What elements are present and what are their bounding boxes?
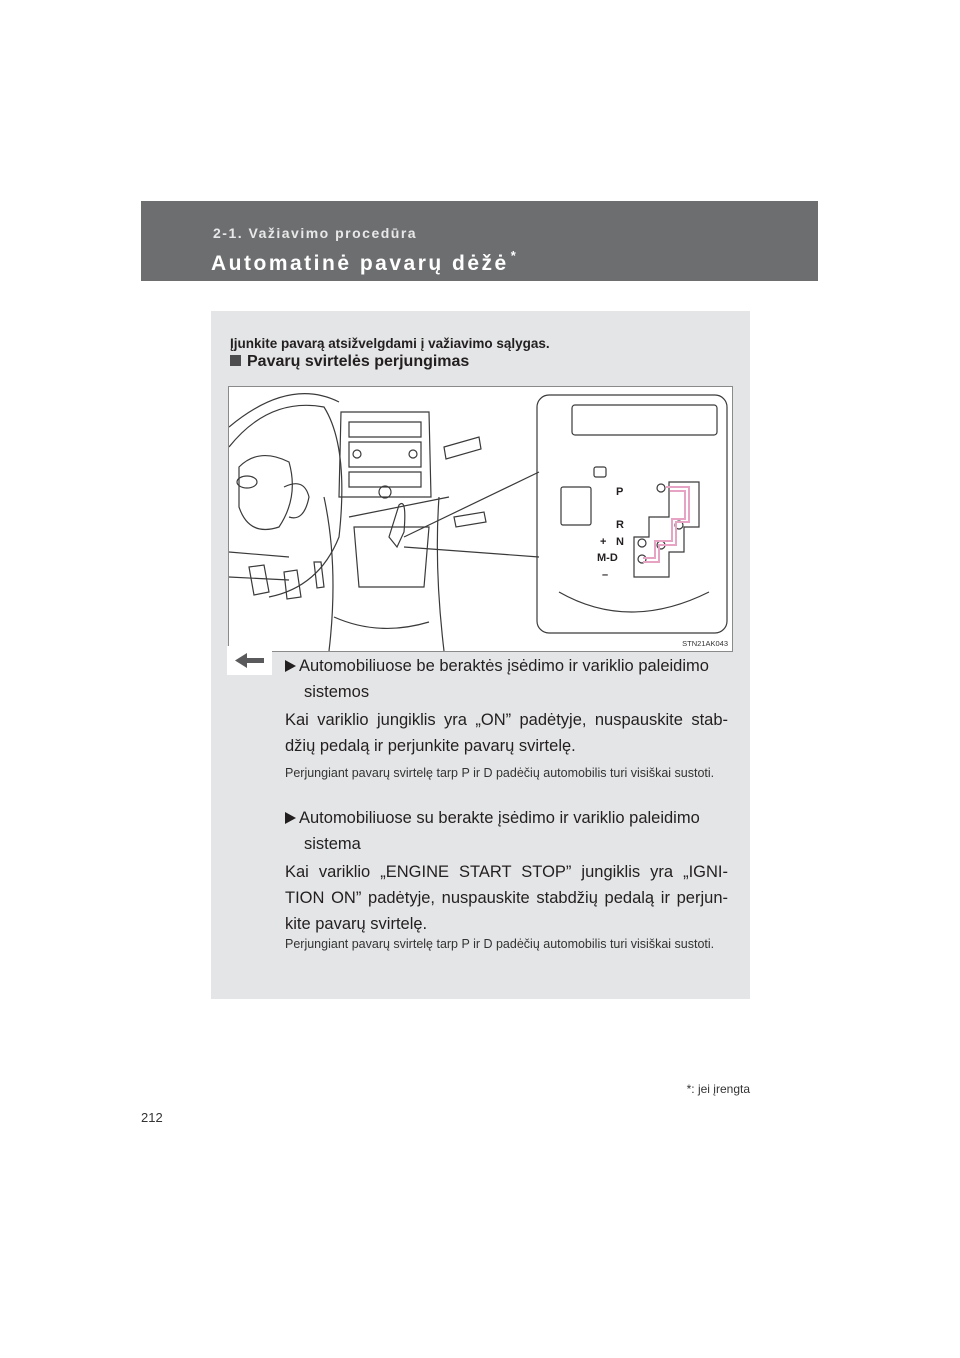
figure-code: STN21AK043 — [682, 639, 728, 648]
optional-mark: * — [510, 248, 519, 263]
note-text-1: Perjungiant pavarų svirtelę tarp P ir D padėčių automobilis turi visiškai sustoti. — [285, 766, 715, 780]
section-label: 2-1. Važiavimo procedūra — [213, 225, 418, 241]
subheading: Pavarų svirtelės perjungimas — [230, 353, 469, 371]
nav-arrow-box[interactable] — [227, 646, 272, 675]
footnote: *: jei įrengta — [686, 1082, 750, 1096]
page-number: 212 — [141, 1110, 163, 1125]
svg-text:–: – — [602, 569, 609, 581]
svg-text:M-D: M-D — [597, 552, 618, 564]
bullet-keyless-absent: Automobiliuose be beraktės įsėdimo ir variklio paleidimo sistemos — [285, 653, 728, 705]
square-bullet-icon — [230, 355, 241, 366]
body-text-2: Kai variklio „ENGINE START STOP” jungiklis yra „IGNI-TION ON” padėtyje, nuspauskite stabdžių pedalą ir perjun-kite pavarų svirtelę. — [285, 863, 728, 933]
intro-text: Įjunkite pavarą atsižvelgdami į važiavimo sąlygas. — [230, 336, 550, 351]
body-text-1: Kai variklio jungiklis yra „ON” padėtyje, nuspauskite stab-džių pedalą ir perjunkite pavarų svirtelę. — [285, 711, 728, 755]
triangle-right-icon — [285, 660, 296, 672]
svg-text:R: R — [616, 519, 624, 531]
svg-text:P: P — [616, 486, 624, 498]
note-text-2: Perjungiant pavarų svirtelę tarp P ir D padėčių automobilis turi visiškai sustoti. — [285, 937, 715, 951]
dashboard-illustration — [229, 387, 732, 651]
svg-text:N: N — [616, 536, 624, 548]
triangle-right-icon — [285, 812, 296, 824]
page-title: Automatinė pavarų dėžė * — [211, 248, 519, 275]
left-arrow-icon[interactable] — [227, 646, 272, 675]
bullet-keyless-present: Automobiliuose su berakte įsėdimo ir variklio paleidimo sistema — [285, 805, 728, 857]
svg-text:+: + — [600, 536, 607, 548]
page-header — [141, 201, 818, 281]
shift-lever-figure — [228, 386, 733, 652]
